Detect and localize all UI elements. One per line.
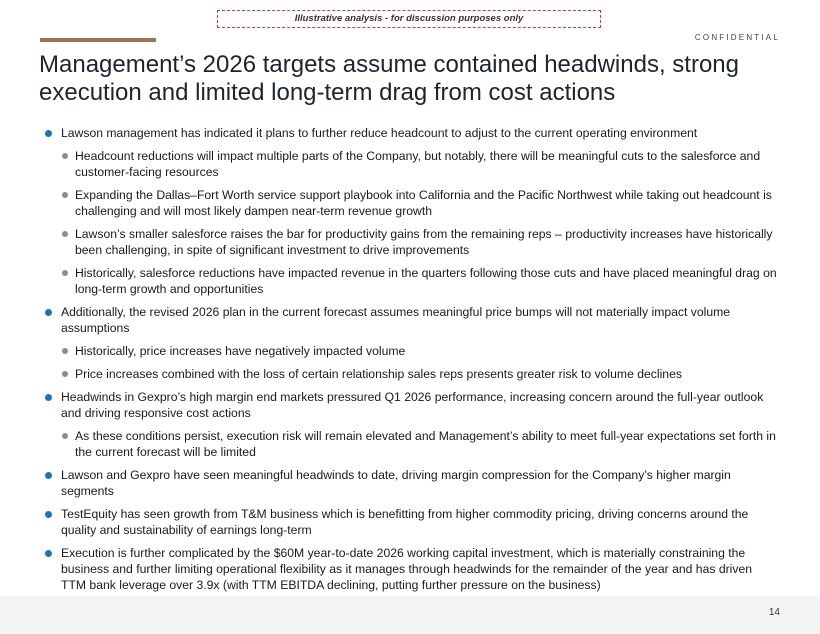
bullet-item xyxy=(40,545,780,593)
slide-title: Management’s 2026 targets assume contained headwinds, strong execution and limited long-term drag from cost actions xyxy=(39,51,739,106)
bullet-list xyxy=(40,125,780,600)
sub-bullet-item: Expanding the Dallas–Fort Worth service support playbook into California and the Pacific Northwest while taking out headcount is challenging and will most likely dampen near-term revenue growth xyxy=(61,187,780,219)
bullet-item xyxy=(40,304,780,382)
page-number: 14 xyxy=(768,607,780,618)
sub-bullet-list xyxy=(61,343,780,382)
bullet-text: Lawson management has indicated it plans to further reduce headcount to adjust to the current operating environment xyxy=(61,126,698,140)
bullet-item xyxy=(40,389,780,460)
footer-band xyxy=(0,596,820,634)
sub-bullet-list xyxy=(61,428,780,460)
accent-bar xyxy=(40,38,156,42)
bullet-item xyxy=(40,506,780,538)
sub-bullet-item: As these conditions persist, execution risk will remain elevated and Management’s ability to meet full-year expectations set forth in the current forecast will be limited xyxy=(61,428,780,460)
sub-bullet-item: Historically, salesforce reductions have impacted revenue in the quarters following those cuts and have placed meaningful drag on long-term growth and opportunities xyxy=(61,265,780,297)
confidential-label: CONFIDENTIAL xyxy=(694,33,780,42)
sub-bullet-item: Historically, price increases have negatively impacted volume xyxy=(61,343,780,359)
disclaimer-banner: Illustrative analysis - for discussion purposes only xyxy=(217,10,601,28)
bullet-item xyxy=(40,467,780,499)
bullet-text: Execution is further complicated by the $60M year-to-date 2026 working capital investment, which is materially constraining the business and further limiting operational flexibility as it manages through headwinds for the remainder of the year and has driven TTM bank leverage over 3.9x (with TTM EBITDA declining, putting further pressure on the business) xyxy=(61,546,753,592)
sub-bullet-item: Headcount reductions will impact multiple parts of the Company, but notably, there will be meaningful cuts to the salesforce and customer-facing resources xyxy=(61,148,780,180)
bullet-text: Additionally, the revised 2026 plan in the current forecast assumes meaningful price bumps will not materially impact volume assumptions xyxy=(61,305,731,335)
bullet-text: TestEquity has seen growth from T&M business which is benefitting from higher commodity pricing, driving concerns around the quality and sustainability of earnings long-term xyxy=(61,507,749,537)
sub-bullet-item: Lawson’s smaller salesforce raises the bar for productivity gains from the remaining reps – productivity increases have historically been challenging, in spite of significant investment to drive improvements xyxy=(61,226,780,258)
sub-bullet-list xyxy=(61,148,780,297)
sub-bullet-item: Price increases combined with the loss of certain relationship sales reps presents greater risk to volume declines xyxy=(61,366,780,382)
bullet-item xyxy=(40,125,780,297)
bullet-text: Headwinds in Gexpro’s high margin end markets pressured Q1 2026 performance, increasing concern around the full-year outlook and driving responsive cost actions xyxy=(61,390,764,420)
bullet-text: Lawson and Gexpro have seen meaningful headwinds to date, driving margin compression for the Company’s higher margin segments xyxy=(61,468,731,498)
